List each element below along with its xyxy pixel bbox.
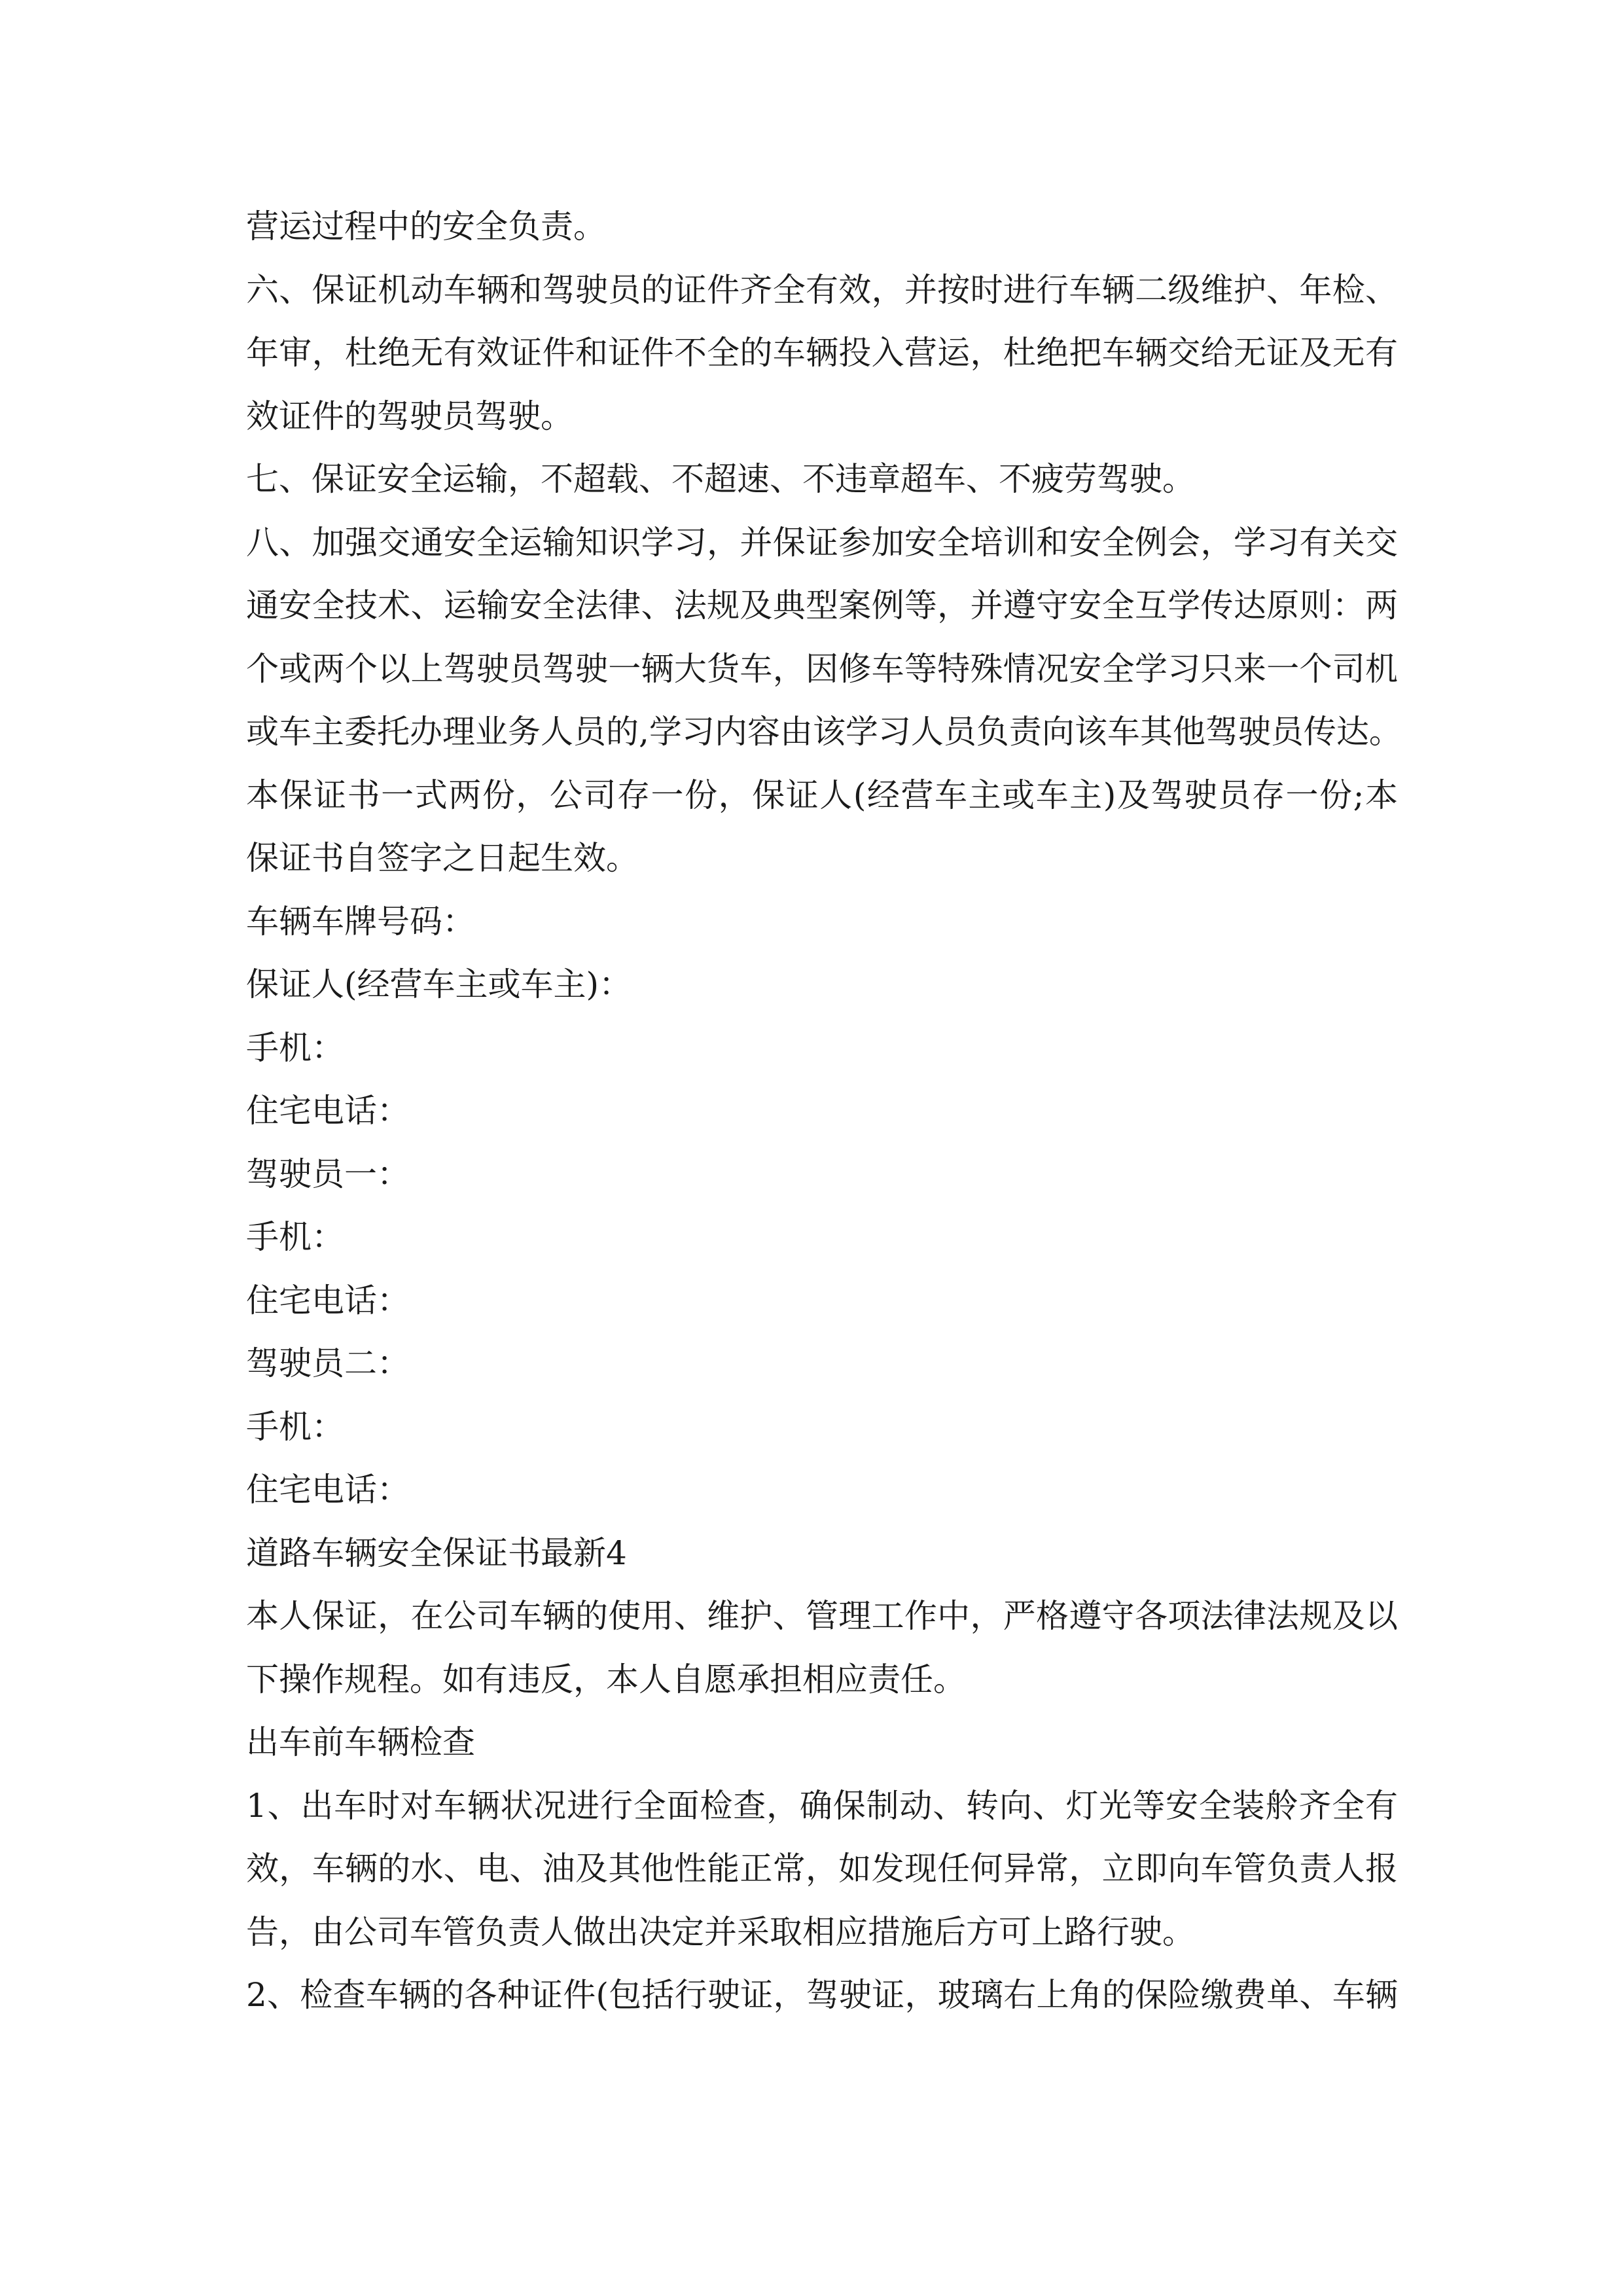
text-line: 下操作规程。如有违反，本人自愿承担相应责任。: [246, 1660, 966, 1698]
text-line: 年审，杜绝无有效证件和证件不全的车辆投入营运，杜绝把车辆交给无证及无有: [246, 334, 1398, 372]
text-line: 通安全技术、运输安全法律、法规及典型案例等，并遵守安全互学传达原则：两: [246, 586, 1398, 624]
section-heading: 道路车辆安全保证书最新4: [246, 1534, 627, 1572]
text-line: 本人保证，在公司车辆的使用、维护、管理工作中，严格遵守各项法律法规及以: [246, 1597, 1398, 1635]
text-line: 八、加强交通安全运输知识学习，并保证参加安全培训和安全例会，学习有关交: [246, 523, 1398, 562]
field-label-home-phone: 住宅电话：: [246, 1471, 410, 1509]
field-label-home-phone: 住宅电话：: [246, 1281, 410, 1319]
field-label-plate-number: 车辆车牌号码：: [246, 902, 475, 941]
text-line: 告，由公司车管负责人做出决定并采取相应措施后方可上路行驶。: [246, 1912, 1195, 1951]
field-label-driver-two: 驾驶员二：: [246, 1344, 410, 1382]
field-label-mobile: 手机：: [246, 1407, 344, 1446]
text-line: 1、出车时对车辆状况进行全面检查，确保制动、转向、灯光等安全装舲齐全有: [246, 1786, 1398, 1825]
text-line: 效证件的驾驶员驾驶。: [246, 397, 573, 435]
text-line: 2、检查车辆的各种证件(包括行驶证，驾驶证，玻璃右上角的保险缴费单、车辆: [246, 1976, 1398, 2014]
text-line: 营运过程中的安全负责。: [246, 207, 606, 245]
text-line: 七、保证安全运输，不超载、不超速、不违章超车、不疲劳驾驶。: [246, 460, 1195, 498]
text-line: 或车主委托办理业务人员的,学习内容由该学习人员负责向该车其他驾驶员传达。: [246, 713, 1402, 751]
text-line: 个或两个以上驾驶员驾驶一辆大货车，因修车等特殊情况安全学习只来一个司机: [246, 649, 1398, 688]
text-line: 效，车辆的水、电、油及其他性能正常，如发现任何异常，立即向车管负责人报: [246, 1850, 1398, 1888]
field-label-driver-one: 驾驶员一：: [246, 1155, 410, 1193]
field-label-mobile: 手机：: [246, 1218, 344, 1256]
field-label-guarantor: 保证人(经营车主或车主)：: [246, 965, 632, 1003]
field-label-mobile: 手机：: [246, 1028, 344, 1067]
field-label-home-phone: 住宅电话：: [246, 1092, 410, 1130]
subsection-heading: 出车前车辆检查: [246, 1723, 475, 1761]
document-body: [246, 195, 1402, 2027]
text-line: 保证书自签字之日起生效。: [246, 839, 639, 877]
text-line: 六、保证机动车辆和驾驶员的证件齐全有效，并按时进行车辆二级维护、年检、: [246, 270, 1398, 309]
text-line: 本保证书一式两份，公司存一份，保证人(经营车主或车主)及驾驶员存一份;本: [246, 776, 1398, 814]
